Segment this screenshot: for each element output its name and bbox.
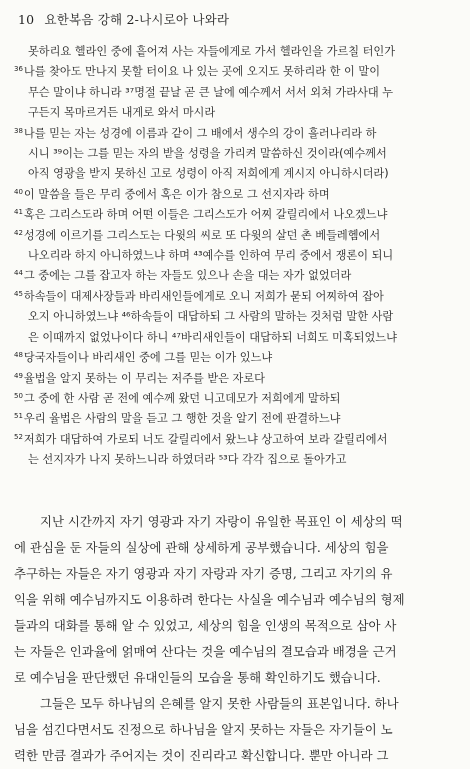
verse-text: 혹은 그리스도라 하며 어떤 이들은 그리스도가 어찌 갈릴리에서 나오겠느냐	[23, 208, 388, 222]
scripture-line	[14, 164, 460, 184]
scripture-line	[14, 328, 460, 348]
running-header	[18, 10, 229, 28]
body-line: 력한 만큼 결과가 주어지는 것이 진리라고 확신합니다. 뿐만 아니라 그	[14, 748, 389, 763]
verse-number: 40	[14, 187, 23, 196]
verse-text: 은 이때까지 없었나이다 하니 ⁴⁷바리새인들이 대답하되 너희도 미혹되었느냐	[28, 330, 397, 344]
verse-text: 나를 찾아도 만나지 못할 터이요 나 있는 곳에 오지도 못하리라 한 이 말이	[23, 65, 381, 79]
body-line: 로 예수님을 판단했던 유대인들의 모습을 통해 확인하기도 했습니다.	[14, 670, 381, 685]
body-line: 익을 위해 예수님까지도 이용하려 한다는 사실을 예수님과 예수님의 형제	[14, 592, 405, 607]
scripture-line	[14, 266, 460, 286]
scripture-line	[14, 409, 460, 429]
verse-number: 42	[14, 228, 23, 237]
scripture-line	[14, 205, 460, 225]
body-line: 들과의 대화를 통해 알 수 있었고, 세상의 힘을 인생의 목적으로 삼아 사	[14, 618, 397, 633]
scripture-passage	[14, 42, 460, 471]
commentary-text	[14, 509, 460, 769]
verse-text: 당국자들이나 바리새인 중에 그를 믿는 이가 있느냐	[23, 351, 273, 365]
verse-text: 시니 ³⁹이는 그를 믿는 자의 받을 성령을 가리켜 말씀하신 것이라(예수께서	[28, 147, 387, 161]
scripture-line	[14, 287, 460, 307]
running-title: 요한복음 강해 2-나시로아 나와라	[44, 12, 230, 27]
scripture-line	[14, 103, 460, 123]
verse-text: 무슨 말이냐 하니라 ³⁷명절 끝날 곧 큰 날에 예수께서 서서 외쳐 가라사대 누	[28, 85, 394, 99]
verse-number: 50	[14, 391, 23, 400]
scripture-line	[14, 144, 460, 164]
verse-text: 저희가 대답하여 가로되 너도 갈릴리에서 왔느냐 상고하여 보라 갈릴리에서	[23, 432, 388, 446]
verse-text: 율법을 알지 못하는 이 무리는 저주를 받은 자로다	[23, 371, 265, 385]
verse-text: 못하리요 헬라인 중에 흩어져 사는 자들에게로 가서 헬라인을 가르칠 터인가	[28, 45, 396, 58]
body-line: 지난 시간까지 자기 영광과 자기 자랑이 유일한 목표인 이 세상의 떡	[40, 514, 403, 529]
verse-number: 48	[14, 351, 23, 360]
body-line: 추구하는 자들은 자기 영광과 자기 자랑과 자기 증명, 그리고 자기의 유	[14, 566, 393, 581]
scripture-line	[14, 348, 460, 368]
verse-number: 49	[14, 371, 23, 380]
verse-text: 하속들이 대제사장들과 바리새인들에게로 오니 저희가 묻되 어찌하여 잡아	[23, 289, 384, 303]
body-line: 에 관심을 둔 자들의 실상에 관해 상세하게 공부했습니다. 세상의 힘을	[14, 540, 389, 555]
scripture-line	[14, 307, 460, 327]
verse-text: 아직 영광을 받지 못하신 고로 성령이 아직 저희에게 계시지 아니하시더라)	[28, 167, 389, 181]
body-line: 그들은 모두 하나님의 은혜를 알지 못한 사람들의 표본입니다. 하나	[40, 696, 399, 711]
scripture-line	[14, 83, 460, 103]
verse-text: 오지 아니하였느냐 ⁴⁶하속들이 대답하되 그 사람의 말하는 것처럼 말한 사람	[28, 310, 394, 324]
verse-text: 나를 믿는 자는 성경에 이름과 같이 그 배에서 생수의 강이 흘러나리라 하	[23, 126, 377, 140]
verse-text: 구든지 목마르거든 내게로 와서 마시라	[28, 106, 216, 120]
scripture-line	[14, 389, 460, 409]
scripture-line	[14, 185, 460, 205]
verse-text: 성경에 이르기를 그리스도는 다윗의 씨로 또 다윗의 살던 촌 베들레헴에서	[23, 228, 381, 242]
scripture-line	[14, 450, 460, 470]
verse-number: 36	[14, 65, 23, 74]
verse-text: 우리 율법은 사람의 말을 듣고 그 행한 것을 알기 전에 판결하느냐	[23, 412, 341, 426]
scripture-line	[14, 246, 460, 266]
verse-text: 그 중에는 그를 잡고자 하는 자들도 있으나 손을 대는 자가 없었더라	[23, 269, 352, 283]
verse-number: 51	[14, 412, 23, 421]
body-line: 님을 섬긴다면서도 진정으로 하나님을 알지 못하는 자들은 자기들이 노	[14, 722, 393, 737]
verse-number: 52	[14, 432, 23, 441]
scripture-line	[14, 369, 460, 389]
verse-number: 44	[14, 269, 23, 278]
verse-number: 38	[14, 126, 23, 135]
scripture-line	[14, 124, 460, 144]
scripture-line	[14, 430, 460, 450]
verse-number: 45	[14, 289, 23, 298]
verse-text: 그 중에 한 사람 곧 전에 예수께 왔던 니고데모가 저희에게 말하되	[23, 391, 341, 405]
verse-text: 는 선지자가 나지 못하느니라 하였더라 ⁵³다 각각 집으로 돌아가고	[28, 453, 347, 467]
scripture-line	[14, 62, 460, 82]
page-number: 10	[18, 12, 35, 27]
verse-text: 나오리라 하지 아니하였느냐 하며 ⁴³예수를 인하여 무리 중에서 쟁론이 되니	[28, 249, 394, 263]
body-line: 는 자들은 인과율에 얽매여 산다는 것을 예수님의 결모습과 배경을 근거	[14, 644, 397, 659]
verse-number: 41	[14, 208, 23, 217]
verse-text: 이 말씀을 들은 무리 중에서 혹은 이가 참으로 그 선지자라 하며	[23, 187, 330, 201]
scripture-line	[14, 42, 460, 62]
scripture-line	[14, 226, 460, 246]
